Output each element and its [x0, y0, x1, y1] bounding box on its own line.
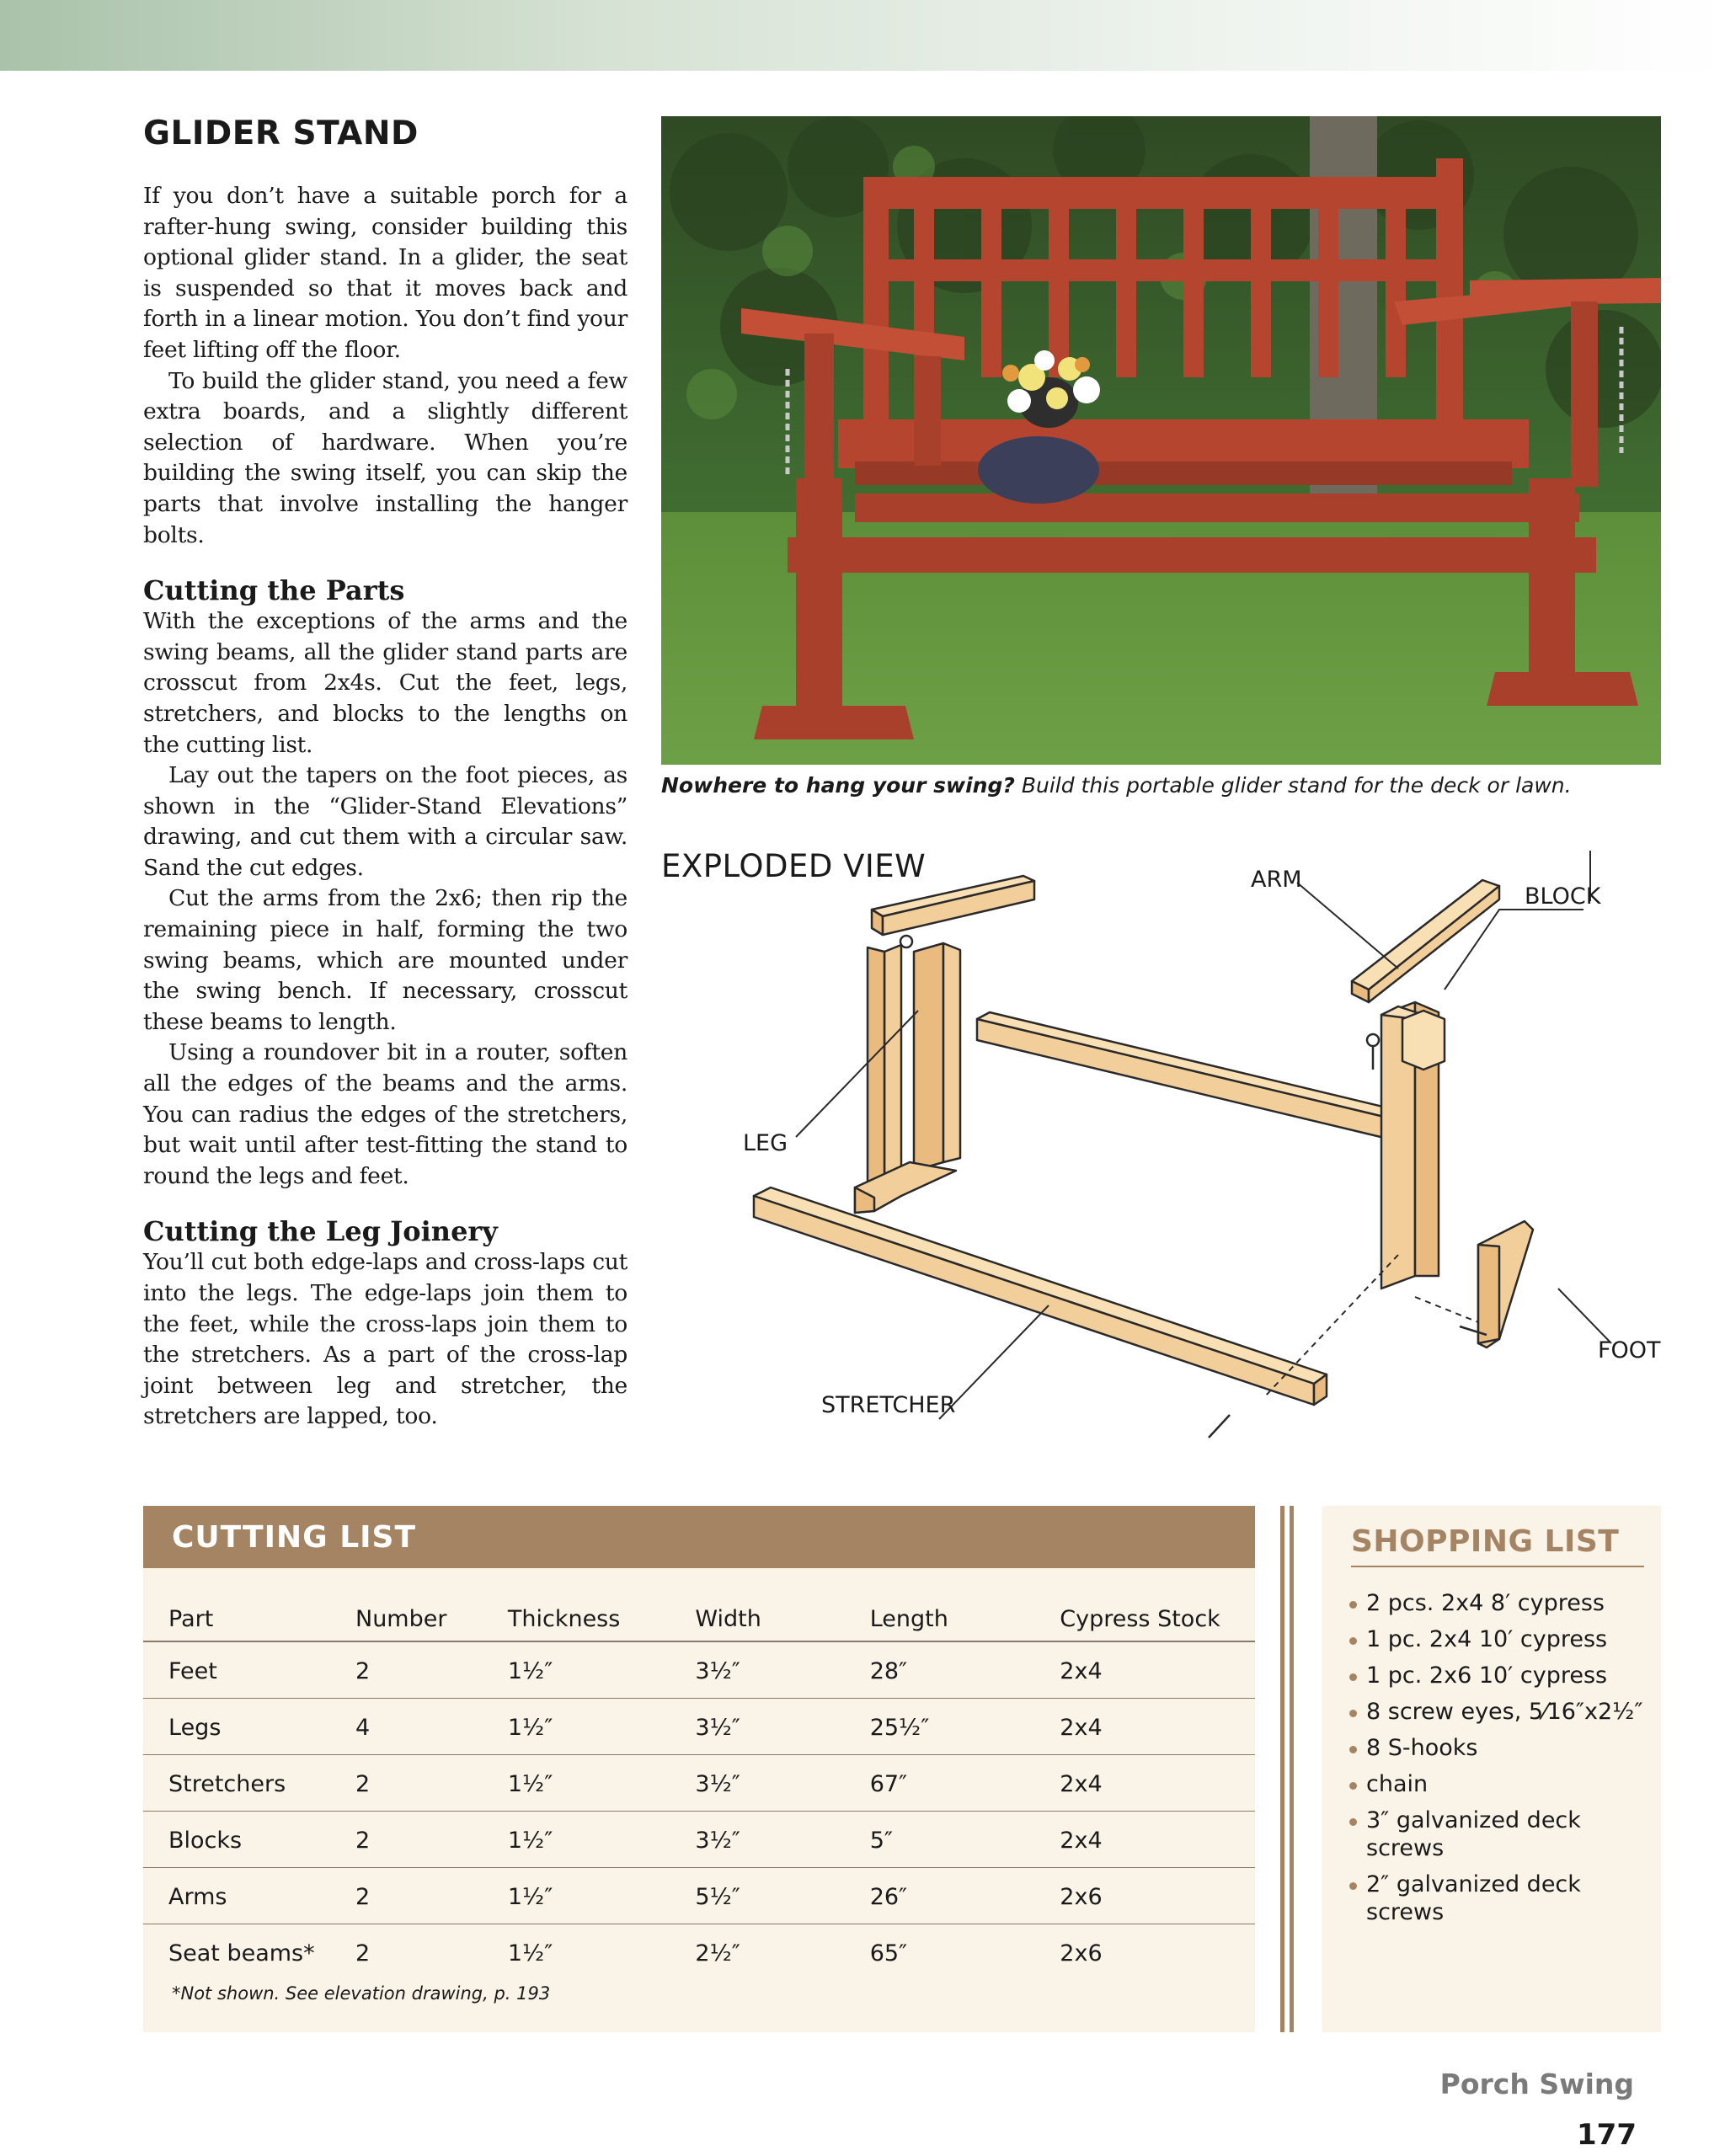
- divider-line-left: [1280, 1506, 1284, 2032]
- cell-thickness: 1½″: [508, 1868, 696, 1924]
- glider-bench-illustration: [661, 116, 1661, 765]
- cell-length: 26″: [870, 1868, 1060, 1924]
- header-number: Number: [355, 1568, 508, 1641]
- table-row: [143, 1699, 1255, 1755]
- list-item: 8 screw eyes, 5⁄16″x2½″: [1348, 1698, 1651, 1726]
- divider-line-right: [1290, 1506, 1294, 2032]
- cell-number: 2: [355, 1641, 508, 1699]
- cell-part: Feet: [143, 1641, 355, 1699]
- cell-length: 5″: [870, 1812, 1060, 1868]
- header-width: Width: [695, 1568, 869, 1641]
- photo-caption: [661, 773, 1664, 798]
- left-text-column: [143, 109, 628, 1433]
- glider-stand-paragraph-1: If you don’t have a suitable porch for a rafter-hung swing, consider building this optional glider stand. In a glider, the seat is suspended so that it moves back and forth in a linear motion. You don’t find your feet lifting off the floor.: [143, 183, 628, 363]
- label-block: BLOCK: [1525, 883, 1601, 910]
- right-arm-part: [1352, 880, 1499, 990]
- cell-width: 3½″: [695, 1812, 869, 1868]
- cell-length: 65″: [869, 1940, 908, 1967]
- header-part: Part: [143, 1568, 355, 1641]
- table-row: [143, 1641, 1255, 1699]
- cell-length: 28″: [870, 1641, 1060, 1699]
- glider-stand-paragraph-2: To build the glider stand, you need a few extra boards, and a slightly different selection of hardware. When you’re building the swing itself, you can skip the parts that involve installing the hanger bolts.: [143, 367, 628, 548]
- header-length: Length: [870, 1568, 1060, 1641]
- exploded-view-diagram: [657, 851, 1676, 1474]
- leg-joinery-paragraph-1: You’ll cut both edge-laps and cross-laps cut into the legs. The edge-laps join them to the feet, while the cross-laps join them to the stretchers. As a part of the cross-lap joint between leg and stretcher, the stretchers are lapped, too.: [143, 1249, 628, 1430]
- cell-number: 2: [355, 1868, 508, 1924]
- cell-thickness: 1½″: [508, 1755, 696, 1812]
- table-row: [143, 1755, 1255, 1812]
- cutting-parts-paragraph-4: Using a roundover bit in a router, soften all the edges of the beams and the arms. You can radius the edges of the stretchers, but wait until after test-fitting the stand to round the legs and feet.: [143, 1039, 628, 1189]
- list-item: 1 pc. 2x6 10′ cypress: [1348, 1662, 1651, 1689]
- cell-stock: 2x4: [1060, 1755, 1255, 1812]
- shopping-list-panel: [1322, 1506, 1661, 2032]
- label-stretcher: STRETCHER: [821, 1392, 956, 1418]
- cell-thickness: 1½″: [508, 1812, 696, 1868]
- leg-joinery-heading: Cutting the Leg Joinery: [143, 1215, 498, 1248]
- cutting-parts-paragraph-2: Lay out the tapers on the foot pieces, as shown in the “Glider-Stand Elevations” drawing, and cut them with a circular saw. Sand the cut edges.: [143, 762, 628, 881]
- cell-width: 2½″: [695, 1940, 740, 1967]
- label-arm: ARM: [1251, 867, 1302, 893]
- cell-stock: 2x6: [1060, 1940, 1103, 1967]
- left-leg-part: [914, 943, 943, 1171]
- list-item: 2″ galvanized deck screws: [1348, 1870, 1651, 1926]
- header-thickness: Thickness: [508, 1568, 696, 1641]
- caption-bold: Nowhere to hang your swing?: [661, 773, 1015, 798]
- back-stretcher-part: [977, 1019, 1398, 1141]
- header-cypress-stock: Cypress Stock: [1060, 1568, 1255, 1641]
- cutting-list-footnote: *Not shown. See elevation drawing, p. 193: [172, 1983, 551, 2004]
- label-leg: LEG: [743, 1130, 788, 1156]
- cell-part: Arms: [143, 1868, 355, 1924]
- front-stretcher-part: [754, 1187, 1327, 1384]
- cell-width: 5½″: [695, 1868, 869, 1924]
- cell-stock: 2x4: [1060, 1699, 1255, 1755]
- list-item: 1 pc. 2x4 10′ cypress: [1348, 1625, 1651, 1653]
- list-item: 2 pcs. 2x4 8′ cypress: [1348, 1589, 1651, 1617]
- cell-number: 2: [355, 1940, 371, 1967]
- list-item: 8 S-hooks: [1348, 1734, 1651, 1762]
- cell-stock: 2x6: [1060, 1868, 1255, 1924]
- cell-thickness: 1½″: [507, 1940, 553, 1967]
- exploded-view-title: EXPLODED VIEW: [661, 848, 927, 884]
- screw: [1209, 1415, 1230, 1438]
- cell-thickness: 1½″: [508, 1641, 696, 1699]
- cell-part: Legs: [143, 1699, 355, 1755]
- table-row: [143, 1812, 1255, 1868]
- cutting-parts-heading: Cutting the Parts: [143, 574, 405, 607]
- screw-eye-right: [1367, 1034, 1379, 1046]
- shopping-list-title: SHOPPING LIST: [1351, 1524, 1644, 1567]
- table-row: [143, 1868, 1255, 1924]
- page-number: 177: [1577, 2118, 1637, 2152]
- cell-thickness: 1½″: [508, 1699, 696, 1755]
- label-foot: FOOT: [1598, 1337, 1661, 1364]
- cell-part: Stretchers: [143, 1755, 355, 1812]
- cell-stock: 2x4: [1060, 1812, 1255, 1868]
- panel-divider: [1280, 1506, 1295, 2032]
- cutting-list-panel: [143, 1506, 1255, 2032]
- cell-length: 25½″: [870, 1699, 1060, 1755]
- cell-stock: 2x4: [1060, 1641, 1255, 1699]
- cell-number: 4: [355, 1699, 508, 1755]
- cell-number: 2: [355, 1812, 508, 1868]
- cell-part: Seat beams*: [168, 1940, 315, 1967]
- cutting-list-title: CUTTING LIST: [143, 1506, 1255, 1568]
- list-item: chain: [1348, 1770, 1651, 1798]
- list-item: 3″ galvanized deck screws: [1348, 1806, 1651, 1862]
- top-color-band: [0, 0, 1725, 71]
- cell-length: 67″: [870, 1755, 1060, 1812]
- screw-eye-left: [900, 936, 912, 947]
- caption-text: Build this portable glider stand for the deck or lawn.: [1014, 773, 1572, 798]
- cutting-parts-paragraph-1: With the exceptions of the arms and the swing beams, all the glider stand parts are crosscut from 2x4s. Cut the feet, legs, stretchers, and blocks to the lengths on the cutting list.: [143, 608, 628, 758]
- cell-width: 3½″: [695, 1641, 869, 1699]
- glider-stand-heading: GLIDER STAND: [143, 115, 419, 152]
- glider-bench-photo: [661, 116, 1661, 765]
- cell-width: 3½″: [695, 1699, 869, 1755]
- block-part: [1402, 1011, 1445, 1070]
- cutting-parts-paragraph-3: Cut the arms from the 2x6; then rip the remaining piece in half, forming the two swing beams, which are mounted under the swing bench. If necessary, crosscut these beams to length.: [143, 885, 628, 1035]
- shopping-list-items: [1348, 1589, 1651, 1926]
- footer-section-title: Porch Swing: [1439, 2068, 1634, 2100]
- cell-number: 2: [355, 1755, 508, 1812]
- cutting-list-table: [143, 1568, 1255, 1980]
- cell-width: 3½″: [695, 1755, 869, 1812]
- table-row: [143, 1924, 1255, 1981]
- cutting-list-header-row: [143, 1568, 1255, 1641]
- cell-part: Blocks: [143, 1812, 355, 1868]
